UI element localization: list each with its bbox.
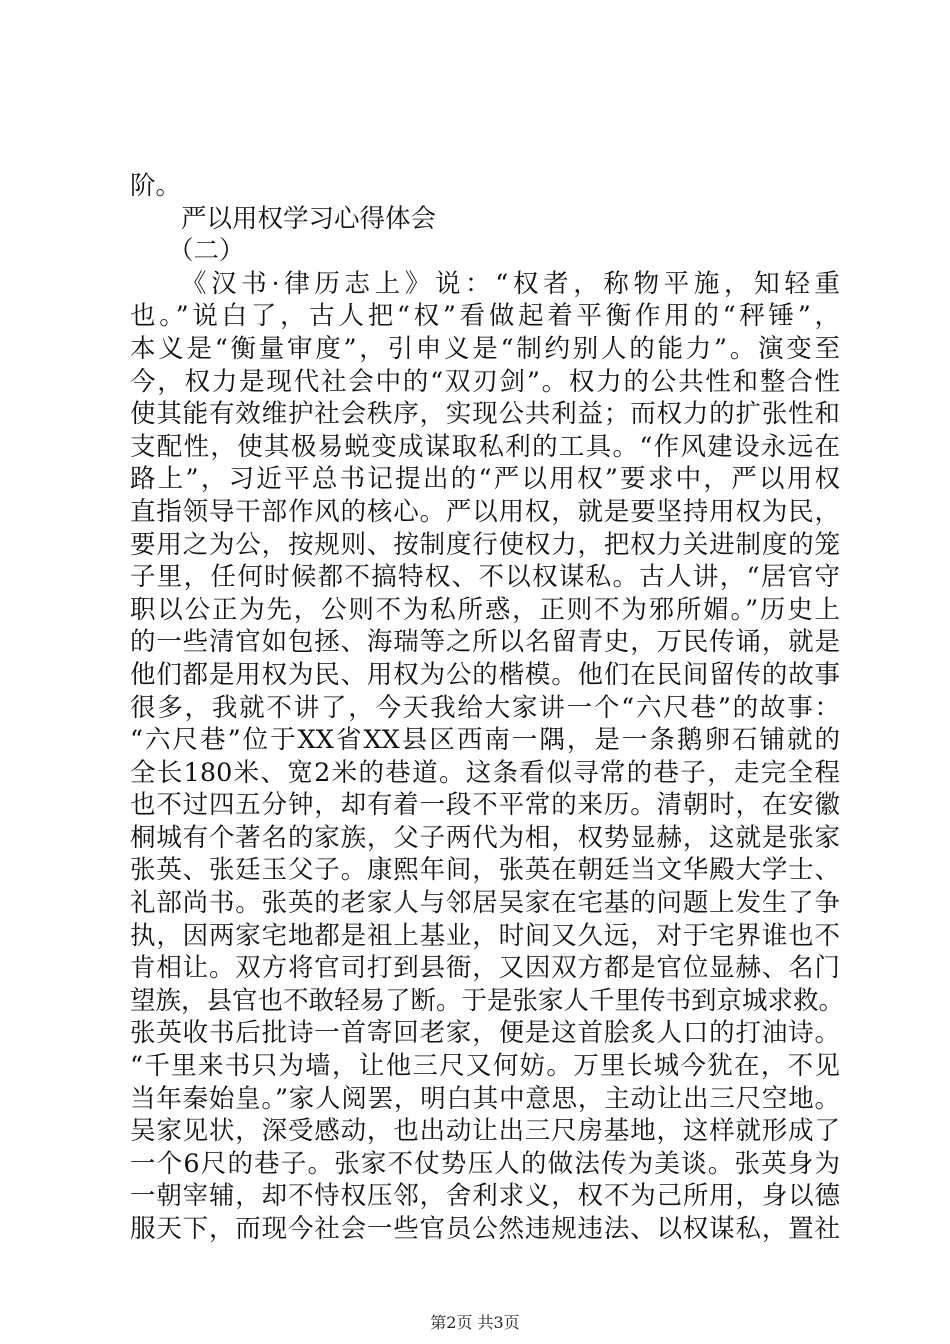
text-line: 桐城有个著名的家族，父子两代为相，权势显赫，这就是张家	[130, 822, 840, 853]
section-subtitle: （二）	[168, 236, 245, 267]
section-title: 严以用权学习心得体会	[181, 203, 437, 234]
text-line: 很多，我就不讲了，今天我给大家讲一个“六尺巷”的故事：	[130, 692, 840, 723]
text-line: 今，权力是现代社会中的“双刃剑”。权力的公共性和整合性	[130, 366, 840, 397]
text-line: 也。”说白了，古人把“权”看做起着平衡作用的“秤锤”，	[130, 301, 840, 332]
text-line: 子里，任何时候都不搞特权、不以权谋私。古人讲，“居官守	[130, 562, 840, 593]
text-line: “六尺巷”位于XX省XX县区西南一隅，是一条鹅卵石铺就的	[130, 725, 840, 756]
text-line: 直指领导干部作风的核心。严以用权，就是要坚持用权为民，	[130, 496, 840, 527]
text-line: 他们都是用权为民、用权为公的楷模。他们在民间留传的故事	[130, 659, 840, 690]
text-line: 张英、张廷玉父子。康熙年间，张英在朝廷当文华殿大学士、	[130, 855, 840, 886]
text-line: 一个6尺的巷子。张家不仗势压人的做法传为美谈。张英身为	[130, 1148, 840, 1179]
text-line: 望族，县官也不敢轻易了断。于是张家人千里传书到京城求救。	[130, 985, 845, 1016]
text-line: 全长180米、宽2米的巷道。这条看似寻常的巷子，走完全程	[130, 757, 840, 788]
text-line: 也不过四五分钟，却有着一段不平常的来历。清朝时，在安徽	[130, 790, 840, 821]
text-line: 使其能有效维护社会秩序，实现公共利益；而权力的扩张性和	[130, 399, 840, 430]
text-line: 阶。	[130, 171, 182, 201]
text-line: 礼部尚书。张英的老家人与邻居吴家在宅基的问题上发生了争	[130, 888, 840, 919]
text-line: 一朝宰辅，却不恃权压邻，舍利求义，权不为己所用，身以德	[130, 1181, 840, 1212]
page-number-footer: 第2页 共3页	[430, 1313, 520, 1332]
text-line: 要用之为公，按规则、按制度行使权力，把权力关进制度的笼	[130, 529, 840, 560]
text-line: 张英收书后批诗一首寄回老家，便是这首脍炙人口的打油诗。	[130, 1018, 840, 1049]
body-text	[130, 170, 845, 1246]
text-line: 支配性，使其极易蜕变成谋取私利的工具。“作风建设永远在	[130, 431, 840, 462]
text-line: 服天下，而现今社会一些官员公然违规违法、以权谋私，置社	[130, 1214, 840, 1244]
text-line: 《汉书·律历志上》说：“权者，称物平施，知轻重	[181, 268, 840, 299]
text-line: 本义是“衡量审度”，引申义是“制约别人的能力”。演变至	[130, 333, 840, 364]
text-line: “千里来书只为墙，让他三尺又何妨。万里长城今犹在，不见	[130, 1051, 840, 1082]
text-line: 路上”，习近平总书记提出的“严以用权”要求中，严以用权	[130, 464, 840, 495]
text-line: 的一些清官如包拯、海瑞等之所以名留青史，万民传诵，就是	[130, 627, 840, 658]
text-line: 肯相让。双方将官司打到县衙，又因双方都是官位显赫、名门	[130, 953, 840, 984]
text-line: 职以公正为先，公则不为私所惑，正则不为邪所媚。”历史上	[130, 594, 840, 625]
text-line: 当年秦始皇。”家人阅罢，明白其中意思，主动让出三尺空地。	[130, 1083, 840, 1114]
text-line: 执，因两家宅地都是祖上基业，时间又久远，对于宅界谁也不	[130, 920, 840, 951]
text-line: 吴家见状，深受感动，也出动让出三尺房基地，这样就形成了	[130, 1116, 840, 1147]
